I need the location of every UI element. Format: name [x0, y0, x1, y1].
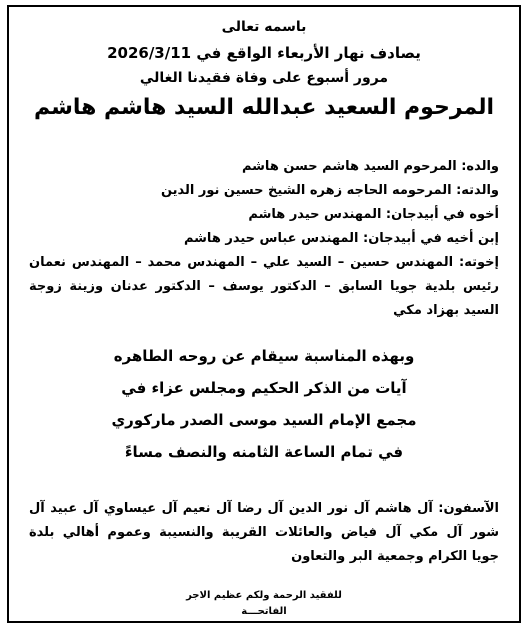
date-line: يصادف نهار الأربعاء الواقع في 2026/3/11 — [107, 44, 421, 62]
mourners-line-2: شور آل مكي آل فياض والعائلات القريبة والنسيبة وعموم أهالي بلدة — [29, 525, 499, 540]
family-line-father: والده: المرحوم السيد هاشم حسن هاشم — [241, 159, 499, 174]
ceremony-line-2: آيات من الذكر الحكيم ومجلس عزاء في — [121, 379, 407, 397]
mourners-line-1: الآسفون: آل هاشم آل نور الدين آل رضا آل نعيم آل عيساوي آل عبيد آل — [29, 501, 499, 516]
family-line-siblings-2: رئيس بلدية جويا السابق – الدكتور يوسف – الدكتور عدنان وزينة زوجة — [29, 279, 499, 294]
condolence-line: للفقيد الرحمة ولكم عظيم الاجر — [186, 590, 342, 601]
family-line-mother: والدته: المرحومه الحاجه زهره الشيخ حسين نور الدين — [160, 183, 499, 198]
family-line-nephew: إبن أخيه في أبيدجان: المهندس عباس حيدر هاشم — [183, 231, 499, 246]
fatiha-line: الفاتحـــة — [241, 606, 287, 617]
deceased-name: المرحوم السعيد عبدالله السيد هاشم هاشم — [33, 95, 495, 120]
occasion-line: مرور أسبوع على وفاة فقيدنا الغالي — [139, 70, 389, 86]
family-line-siblings-3: السيد بهزاد مكي — [393, 303, 499, 318]
ceremony-line-4: في تمام الساعة الثامنه والنصف مساءً — [124, 443, 404, 461]
announcement-frame — [7, 5, 521, 623]
family-line-brother: أخوه في أبيدجان: المهندس حيدر هاشم — [248, 207, 499, 222]
ceremony-line-1: وبهذه المناسبة سيقام عن روحه الطاهره — [113, 347, 415, 365]
mourners-line-3: جويا الكرام وجمعية البر والتعاون — [291, 549, 499, 564]
basmala: باسمه تعالى — [221, 19, 307, 35]
family-line-siblings-1: إخوته: المهندس حسين – السيد علي – المهندس محمد – المهندس نعمان — [29, 255, 499, 270]
ceremony-line-3: مجمع الإمام السيد موسى الصدر ماركوري — [111, 411, 417, 429]
